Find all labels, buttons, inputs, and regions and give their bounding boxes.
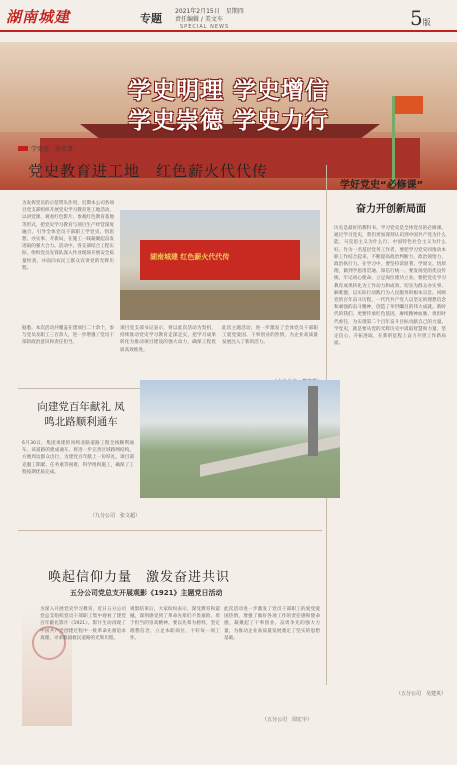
article1-body-col1: 为发挥党员的示范带头作用，近期本公司各项目党支部组织开展党史学习教育进工地活动，以讲党课、观看红色影片、参观红色教育基地等形式，把党史学习教育与项目生产经营深度融合，引导全体党员干部职工学党史、悟思想、办实事、开新局，在施工一线凝聚起奋发进取的强大合力。活动中，各支部结合工程实际，组织党员先锋队深入作业现场开展安全质量检查，并面向农民工群众宣讲党的光辉历程。 — [22, 201, 114, 271]
sidebar-body: 历史是最好的教科书。学习党史是全体党员的必修课。通过学习党史，我们更加深刻认识到中国共产党为什么能、马克思主义为什么行、中国特色社会主义为什么好。作为一名基层党务工作者，要把学习党史同推动本职工作结合起来，不断提高政治判断力、政治领悟力、政治执行力。在学习中，要坚持读原著、学原文、悟原理，做到学思用贯通、知信行统一。要发扬党的优良传统，牢记初心使命，立足岗位建功立业。要把党史学习教育成果转化为工作动力和成效，切实为群众办实事、解难题，以实际行动践行为人民服务的根本宗旨。回顾党的百年奋斗历程，一代代共产党人以坚定的理想信念和顽强的奋斗精神，创造了举世瞩目的伟大成就。新时代的我们，更要传承红色基因，赓续精神血脉，勇担时代重任，为实现第二个百年奋斗目标贡献自己的力量。学党史，就是要从党的光辉历史中汲取智慧和力量，坚定信心、开拓进取，在新的征程上奋力开创工作新局面。 — [334, 226, 446, 347]
article3-body-col2: 观影结束后，大家纷纷表示，深受教育和震撼，深刻感受到了革命先辈们不畏艰险、勇于担当的崇高精神。要以先辈为榜样，坚定理想信念，立足本职岗位，干好每一项工作。 — [130, 607, 220, 641]
masthead: 湖南城建 — [6, 8, 71, 26]
section-label: 专题 — [140, 12, 162, 25]
article3-byline: （五分公司 周宏宇） — [262, 717, 313, 723]
photo-stage-text: 湖南城建 红色薪火代代传 — [150, 253, 230, 261]
article1-headline: 党史教育进工地 红色薪火代代传 — [28, 162, 269, 180]
article3-headline: 唤起信仰力量 激发奋进共识 — [48, 570, 231, 585]
article2-photo — [140, 380, 340, 498]
header-rule — [0, 30, 457, 32]
article2-byline: （九分公司 张文超） — [90, 513, 141, 519]
sidebar-title: 学好党史“必修课” — [340, 180, 424, 191]
article3-body-col1: 为深入开展党史学习教育，近日五分公司党总支组织党员干部职工集中观看了建党百年献礼影片《1921》。影片生动再现了中国共产党创建过程中一批革命先驱追求真理、寻求救国救民道路的光辉历程。 — [40, 607, 126, 641]
article1-body-col1b: 据悉，本次活动共覆盖在建项目二十余个，参与党员及职工三百余人，进一步增强了党员干部的政治意识和责任担当。 — [22, 326, 114, 346]
photo-ground — [120, 290, 320, 320]
special-news-label: SPECIAL NEWS — [180, 24, 230, 30]
page-number: 5版 — [410, 6, 431, 30]
tag-marker-icon — [18, 146, 28, 151]
article1-photo — [120, 210, 320, 320]
sidebar-subtitle: 奋力开创新局面 — [356, 204, 426, 215]
photo-tower — [308, 386, 318, 456]
article1-tag: 学党史 办实事 — [18, 144, 73, 153]
date-line-2: 责任编辑 / 美文车 — [175, 16, 223, 23]
date-line-1: 2021年2月15日 星期四 — [175, 8, 244, 15]
sidebar-byline: （五分公司 吴建英） — [396, 691, 447, 697]
section-divider-2 — [18, 530, 322, 531]
article3-body-col3: 此次活动进一步激发了党员干部职工的爱党爱国热情，增强了做好各项工作的责任感和使命感，凝聚起了干事创业、奋勇争先的强大力量，为推动企业高质量发展奠定了坚实的思想基础。 — [224, 607, 320, 641]
article3-subhead: 五分公司党总支开展观影《1921》主题党日活动 — [70, 589, 223, 597]
banner-slogan-line1: 学史明理 学史增信 — [127, 77, 329, 104]
photo-road — [200, 435, 340, 477]
article1-body-col2: 项目党支部书记表示，将以此次活动为契机，持续推动党史学习教育走深走实，把学习成果转化为推动项目建设的强大动力，确保工程优质高效推进。 — [120, 326, 216, 353]
banner-slogan-line2: 学史崇德 学史力行 — [127, 107, 329, 134]
article2-headline: 向建党百年献礼 凤鸣北路顺利通车 — [37, 401, 125, 428]
article2-body: 6月30日，集团承建的凤鸣北路道路工程全线顺利通车。该道路的建成通车，将进一步完善区域路网结构，方便周边群众出行，为建党百年献上一份厚礼。项目部克服工期紧、任务重等困难，科学组织施工，确保了工程按期优质完成。 — [22, 441, 134, 475]
article1-body-col3: 此次主题活动，进一步激发了全体党员干部职工爱党爱国、干事创业的热情，为企业高质量发展注入了新的活力。 — [222, 326, 318, 346]
date-line — [175, 8, 244, 24]
